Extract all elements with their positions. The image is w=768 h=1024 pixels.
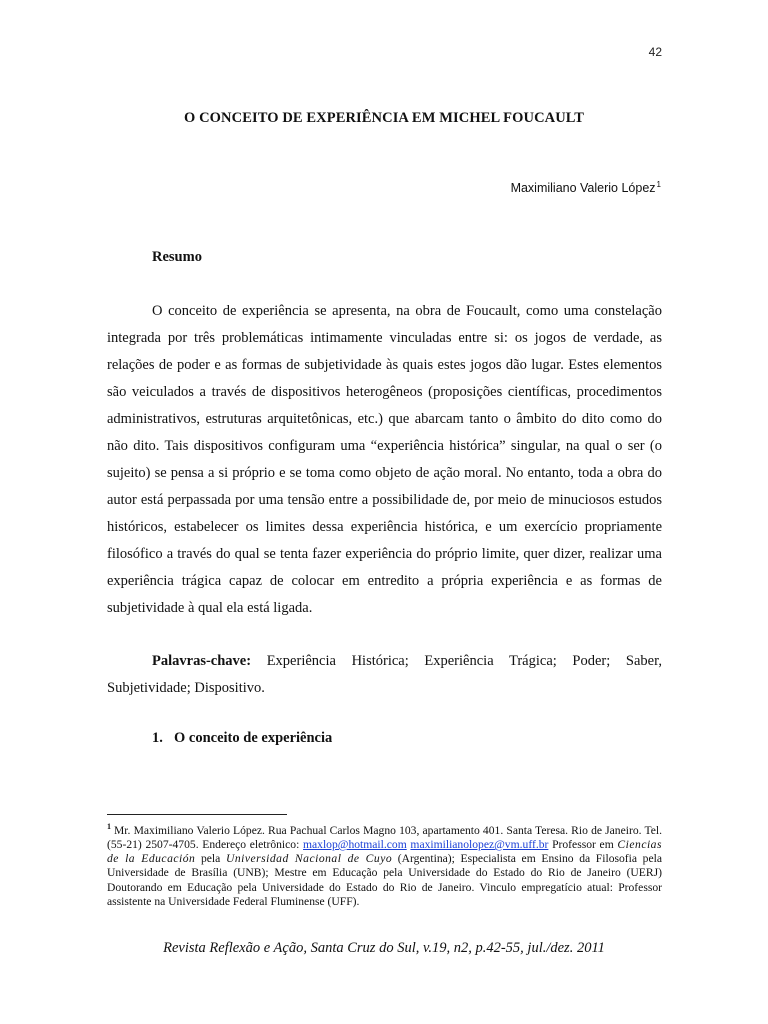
author-name: Maximiliano Valerio López (510, 181, 656, 196)
footnote-italic-1: Ciencias de la Educación (107, 838, 662, 866)
page-number: 42 (648, 45, 662, 59)
section-number: 1. (152, 730, 163, 746)
footnote-italic-2: Universidad Nacional de Cuyo (225, 852, 393, 866)
keywords-label: Palavras-chave: (152, 653, 252, 669)
email-link-1[interactable]: maxlop@hotmail.com (303, 838, 407, 852)
section-heading (152, 730, 332, 747)
footnote-mark: 1 (107, 822, 111, 831)
footnote-part1: Mr. Maximiliano Valerio López. Rua Pachual Carlos Magno 103, apartamento 401. Santa Teresa. Rio de Janeiro. Tel. (55-21) 2507-4705. Endereço eletrônico: (107, 823, 662, 852)
abstract-heading: Resumo (152, 249, 202, 265)
footnote-part3: pela (195, 852, 226, 866)
footnote-part2: Professor em (548, 838, 618, 852)
author-footnote-ref[interactable]: 1 (656, 180, 661, 189)
footnote-part4: (Argentina); Especialista em Ensino da Filosofia pela Universidade de Brasília (UNB); Mestre em Educação pela Universidade do Estado do Rio de Janeiro (UERJ) Doutorando em Educação pela Universidade do Estado do Rio de Janeiro. Vinculo empregatício atual: Professor assistente na Universidade Federal Fluminense (UFF). (107, 852, 662, 908)
abstract-text: O conceito de experiência se apresenta, na obra de Foucault, como uma constelação integrada por três problemáticas intimamente vinculadas entre si: os jogos de verdade, as relações de poder e as formas de subjetividade às quais estes jogos dão lugar. Estes elementos são veiculados a través de dispositivos heterogêneos (proposições científicas, procedimentos administrativos, estruturas arquitetônicas, etc.) que abarcam tanto o âmbito do dito como do não dito. Tais dispositivos configuram uma “experiência histórica” singular, na qual o ser (o sujeito) se pensa a si próprio e se toma como objeto de ação moral. No entanto, toda a obra do autor está perpassada por uma tensão entre a possibilidade de, por meio de minuciosos estudos históricos, estabelecer os limites dessa experiência histórica, e um exercício propriamente filosófico a través do qual se tenta fazer experiência do próprio limite, quer dizer, realizar uma experiência trágica capaz de colocar em entredito a própria experiência e as formas de subjetividade à qual ela está ligada. (107, 303, 662, 616)
article-title: O CONCEITO DE EXPERIÊNCIA EM MICHEL FOUCAULT (184, 110, 584, 126)
email-link-2[interactable]: maximilianolopez@vm.uff.br (410, 838, 549, 852)
author-line (511, 180, 661, 195)
keywords-text: Experiência Histórica; Experiência Trágica; Poder; Saber, Subjetividade; Dispositivo. (107, 653, 662, 696)
footnote (107, 820, 662, 909)
keywords (107, 648, 662, 702)
journal-footer: Revista Reflexão e Ação, Santa Cruz do Sul, v.19, n2, p.42-55, jul./dez. 2011 (163, 940, 605, 956)
footnote-separator (107, 814, 287, 815)
section-title: O conceito de experiência (174, 730, 333, 746)
